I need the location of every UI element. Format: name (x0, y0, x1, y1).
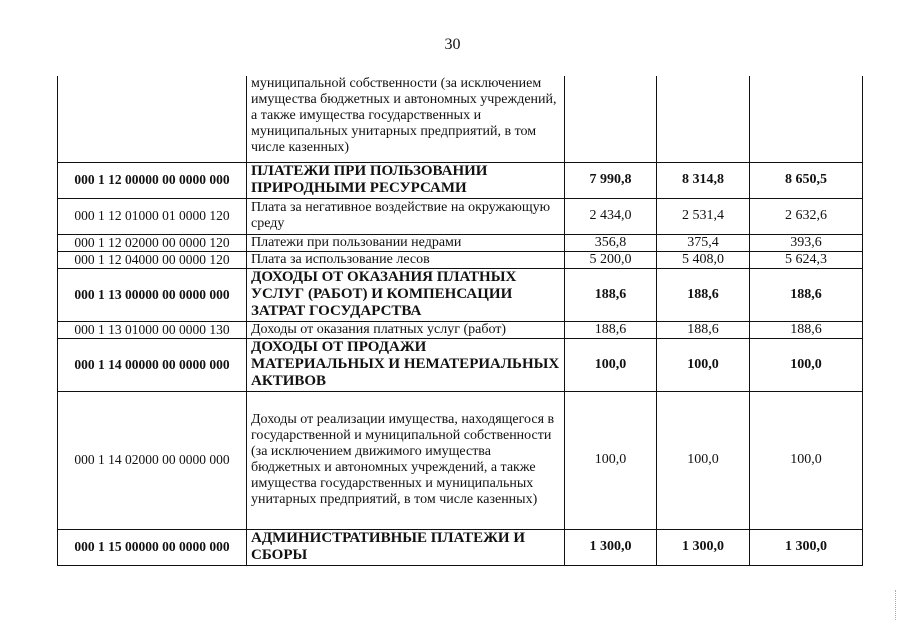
table-row (58, 76, 863, 162)
value-year-2-cell: 100,0 (657, 391, 750, 529)
value-year-2-cell: 188,6 (657, 321, 750, 338)
value-year-3-cell: 100,0 (750, 391, 863, 529)
budget-code-cell: 000 1 12 01000 01 0000 120 (58, 198, 247, 234)
value-year-2-cell: 5 408,0 (657, 251, 750, 268)
value-year-1-cell: 188,6 (565, 321, 657, 338)
value-year-2-cell: 375,4 (657, 234, 750, 251)
budget-code-cell: 000 1 12 00000 00 0000 000 (58, 162, 247, 198)
value-year-3-cell: 5 624,3 (750, 251, 863, 268)
value-year-1-cell (565, 76, 657, 162)
budget-code-cell: 000 1 14 00000 00 0000 000 (58, 338, 247, 391)
revenue-name-cell: Плата за использование лесов (247, 251, 565, 268)
revenue-name-cell: муниципальной собственности (за исключением имущества бюджетных и автономных учреждений, а также имущества государственных и муниципальных унитарных предприятий, в том числе казенных) (247, 76, 565, 162)
budget-code-cell: 000 1 13 01000 00 0000 130 (58, 321, 247, 338)
scan-margin-mark (895, 590, 899, 620)
value-year-2-cell: 1 300,0 (657, 529, 750, 565)
page-number: 30 (444, 36, 461, 53)
revenue-name-cell: Плата за негативное воздействие на окружающую среду (247, 198, 565, 234)
value-year-1-cell: 5 200,0 (565, 251, 657, 268)
value-year-3-cell: 1 300,0 (750, 529, 863, 565)
revenue-name-cell: ДОХОДЫ ОТ ОКАЗАНИЯ ПЛАТНЫХ УСЛУГ (РАБОТ) И КОМПЕНСАЦИИ ЗАТРАТ ГОСУДАРСТВА (247, 268, 565, 321)
budget-table (57, 76, 863, 566)
table-row (58, 162, 863, 198)
value-year-3-cell: 100,0 (750, 338, 863, 391)
table-row (58, 338, 863, 391)
value-year-1-cell: 1 300,0 (565, 529, 657, 565)
value-year-3-cell: 2 632,6 (750, 198, 863, 234)
value-year-1-cell: 100,0 (565, 338, 657, 391)
value-year-1-cell: 7 990,8 (565, 162, 657, 198)
value-year-2-cell: 8 314,8 (657, 162, 750, 198)
value-year-3-cell: 393,6 (750, 234, 863, 251)
value-year-2-cell: 188,6 (657, 268, 750, 321)
revenue-name-cell: Доходы от оказания платных услуг (работ) (247, 321, 565, 338)
value-year-2-cell (657, 76, 750, 162)
budget-code-cell: 000 1 12 02000 00 0000 120 (58, 234, 247, 251)
table-row (58, 234, 863, 251)
value-year-2-cell: 100,0 (657, 338, 750, 391)
revenue-name-cell: Платежи при пользовании недрами (247, 234, 565, 251)
value-year-1-cell: 2 434,0 (565, 198, 657, 234)
revenue-name-cell: АДМИНИСТРАТИВНЫЕ ПЛАТЕЖИ И СБОРЫ (247, 529, 565, 565)
value-year-3-cell: 8 650,5 (750, 162, 863, 198)
value-year-3-cell: 188,6 (750, 321, 863, 338)
table-row (58, 391, 863, 529)
table-row (58, 268, 863, 321)
table-row (58, 529, 863, 565)
budget-code-cell: 000 1 12 04000 00 0000 120 (58, 251, 247, 268)
value-year-1-cell: 100,0 (565, 391, 657, 529)
budget-code-cell: 000 1 14 02000 00 0000 000 (58, 391, 247, 529)
revenue-name-cell: ПЛАТЕЖИ ПРИ ПОЛЬЗОВАНИИ ПРИРОДНЫМИ РЕСУРСАМИ (247, 162, 565, 198)
table-row (58, 198, 863, 234)
budget-code-cell: 000 1 15 00000 00 0000 000 (58, 529, 247, 565)
budget-code-cell: 000 1 13 00000 00 0000 000 (58, 268, 247, 321)
table-row (58, 321, 863, 338)
revenue-name-cell: Доходы от реализации имущества, находящегося в государственной и муниципальной собственности (за исключением движимого имущества бюджетных и автономных учреждений, а также имущества государственных и муниципальных унитарных предприятий, в том числе казенных) (247, 391, 565, 529)
value-year-3-cell: 188,6 (750, 268, 863, 321)
value-year-3-cell (750, 76, 863, 162)
value-year-1-cell: 356,8 (565, 234, 657, 251)
value-year-2-cell: 2 531,4 (657, 198, 750, 234)
table-row (58, 251, 863, 268)
value-year-1-cell: 188,6 (565, 268, 657, 321)
budget-code-cell (58, 76, 247, 162)
budget-table-body (58, 76, 863, 565)
revenue-name-cell: ДОХОДЫ ОТ ПРОДАЖИ МАТЕРИАЛЬНЫХ И НЕМАТЕРИАЛЬНЫХ АКТИВОВ (247, 338, 565, 391)
